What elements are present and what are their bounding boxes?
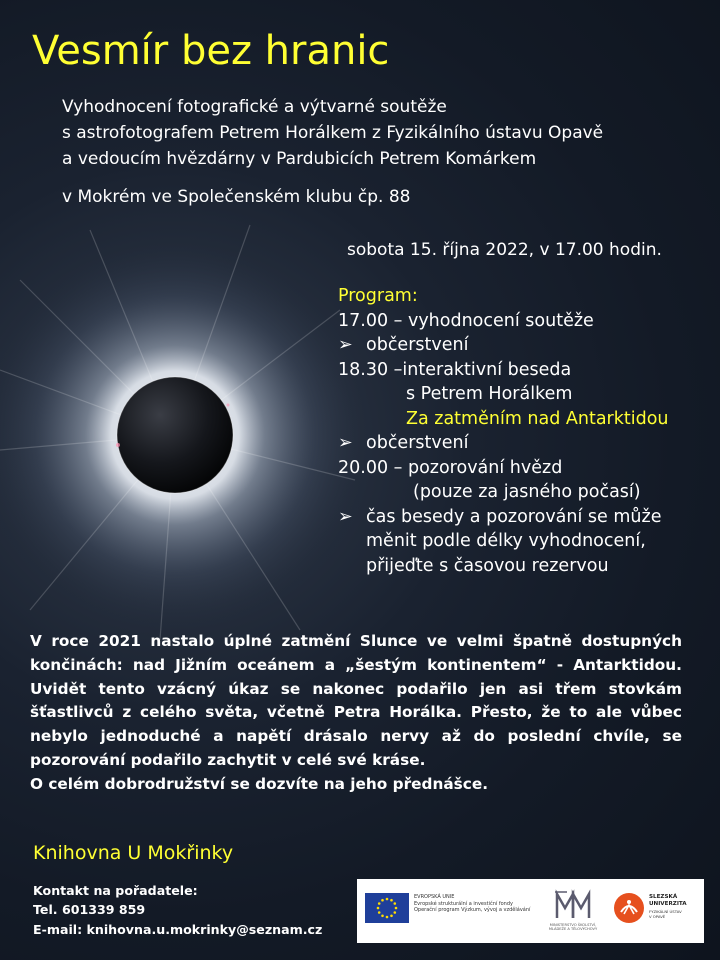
contact-block [33,881,322,939]
program-item [338,333,669,358]
program-item-text: občerstvení [366,335,469,355]
subtitle-line: s astrofotografem Petrem Horálkem z Fyzikálního ústavu Opavě [62,123,604,143]
su-logo-subtext [649,910,682,919]
su-line: V OPAVĚ [649,913,666,919]
story-paragraph: V roce 2021 nastalo úplné zatmění Slunce ve velmi špatně dostupných končinách: nad Jižním oceánem a „šestým kontinentem“ - Antarktidou. Uvidět tento vzácný úkaz se nakonec podařilo jen asi třem stovkám šťastlivců z celého světa, včetně Petra Horálka. Přesto, že to ale vůbec nebylo jednoduché a napětí drásalo nervy až do poslední chvíle, se pozorování podařilo zachytit v celé své kráse. [30,632,682,769]
program-heading: Program: [338,286,418,306]
program-item-text: čas besedy a pozorování se může [366,506,662,527]
program-item: 17.00 – vyhodnocení soutěže [338,310,594,331]
program-item: přijeďte s časovou rezervou [366,555,609,576]
contact-label: Kontakt na pořadatele: [33,883,198,898]
program-item: 20.00 – pozorování hvězd [338,457,563,478]
subtitle-line: Vyhodnocení fotografické a výtvarné soutěže [62,97,447,117]
program-item: (pouze za jasného počasí) [413,482,641,502]
eu-logo-text [414,894,530,914]
subtitle-line: a vedoucím hvězdárny v Pardubicích Petrem Komárkem [62,149,537,169]
event-venue: v Mokrém ve Společenském klubu čp. 88 [62,187,411,207]
contact-phone: Tel. 601339 859 [33,902,146,918]
program-item [338,431,669,456]
eu-line: Operační program Výzkum, vývoj a vzdělávání [414,907,531,913]
silesian-university-logo-icon [613,892,645,924]
program-item: měnit podle délky vyhodnocení, [366,531,646,551]
sponsor-logos [357,879,704,943]
story-last-line: O celém dobrodružství se dozvíte na jeho přednášce. [30,774,489,793]
msmt-line: MINISTERSTVO ŠKOLSTVÍ, [549,923,597,927]
lecture-title: Za zatměním nad Antarktidou [406,408,669,429]
program-item: 18.30 –interaktivní beseda [338,359,572,380]
program-list [338,284,669,578]
solar-eclipse-image [0,220,360,640]
program-item-text: občerstvení [366,433,469,453]
msmt-line: MLÁDEŽE A TĚLOVÝCHOVY [548,927,598,932]
organizer-name: Knihovna U Mokřinky [33,842,234,864]
su-logo-text [649,894,687,907]
program-item [338,505,669,530]
page-title: Vesmír bez hranic [32,28,390,74]
eu-line: Evropské strukturální a investiční fondy [414,900,513,907]
story-text [30,630,682,797]
event-date: sobota 15. října 2022, v 17.00 hodin. [347,240,662,260]
su-line: FYZIKÁLNÍ ÚSTAV [649,909,682,914]
msmt-logo-icon [553,888,593,922]
eu-line: EVROPSKÁ UNIE [414,894,455,900]
bullet-arrow-icon: ➢ [338,433,353,453]
su-line: SLEZSKÁ [649,894,678,900]
program-item: s Petrem Horálkem [406,384,573,404]
su-line: UNIVERZITA [649,900,687,907]
eu-flag-icon [365,893,409,923]
msmt-logo-text [543,923,603,932]
event-subtitle [62,94,603,172]
contact-email: E-mail: knihovna.u.mokrinky@seznam.cz [33,921,323,937]
bullet-arrow-icon: ➢ [338,335,353,355]
bullet-arrow-icon: ➢ [338,506,353,527]
